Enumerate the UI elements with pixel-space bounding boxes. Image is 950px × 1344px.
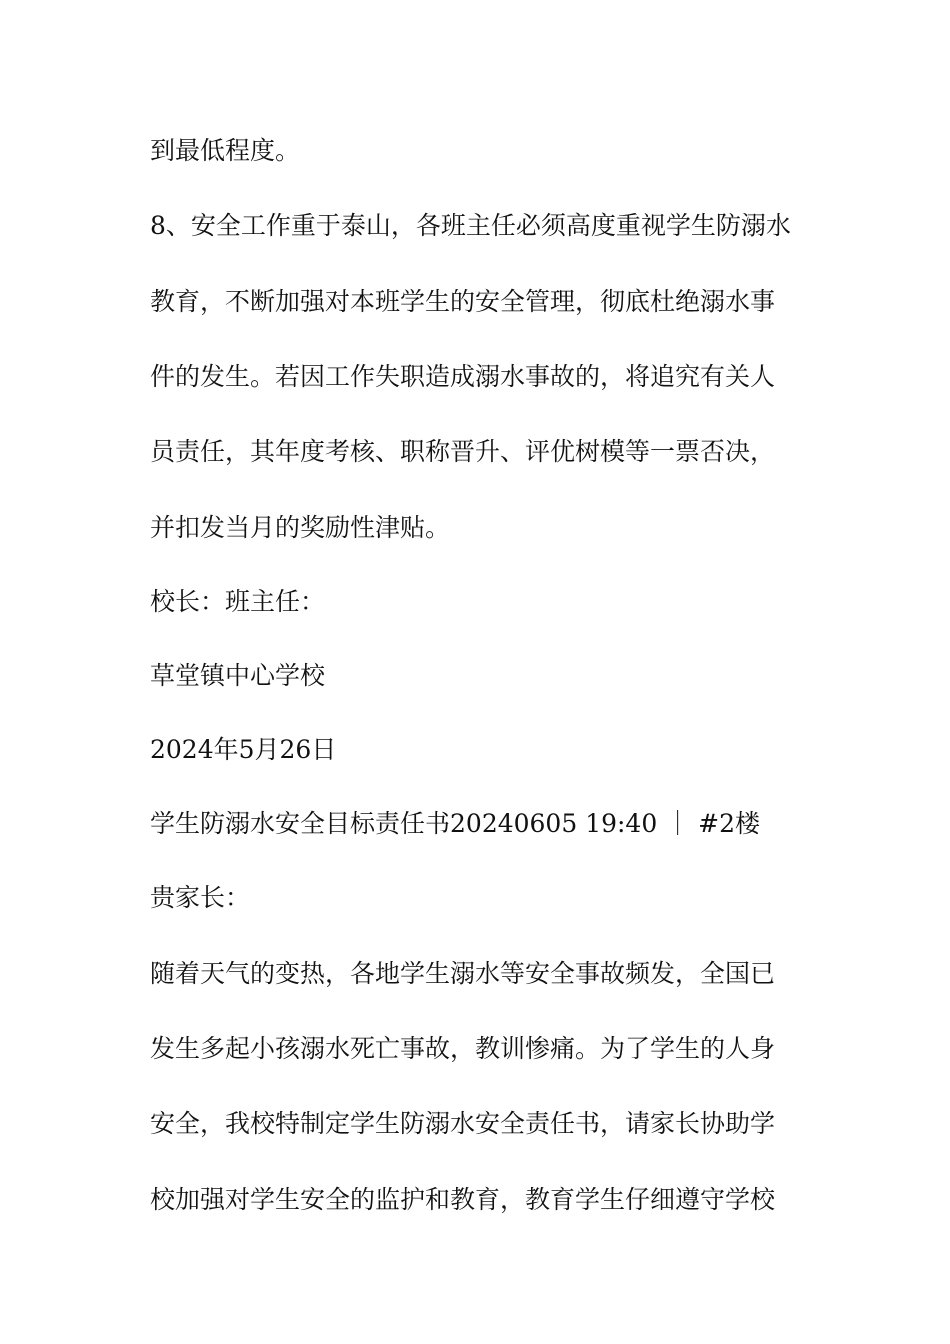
text-line: 教育，不断加强对本班学生的安全管理，彻底杜绝溺水事 [150,287,776,316]
text-line: 安全，我校特制定学生防溺水安全责任书，请家长协助学 [150,1109,776,1138]
text-line: 发生多起小孩溺水死亡事故，教训惨痛。为了学生的人身 [150,1034,776,1063]
text-line: 校加强对学生安全的监护和教育，教育学生仔细遵守学校 [150,1185,776,1214]
signature-line: 校长：班主任： [150,587,326,616]
text-line: 员责任，其年度考核、职称晋升、评优树模等一票否决， [150,437,776,466]
school-name: 草堂镇中心学校 [150,661,326,690]
salutation: 贵家长： [150,883,251,912]
text-line: 件的发生。若因工作失职造成溺水事故的，将追究有关人 [150,362,776,391]
text-line: 8、安全工作重于泰山，各班主任必须高度重视学生防溺水 [150,211,791,240]
post-header: 学生防溺水安全目标责任书20240605 19:40 ｜ #2楼 [150,809,760,838]
text-line: 并扣发当月的奖励性津贴。 [150,513,451,542]
document-date: 2024年5月26日 [150,735,337,764]
text-line: 随着天气的变热，各地学生溺水等安全事故频发，全国已 [150,959,776,988]
text-line: 到最低程度。 [150,136,301,165]
